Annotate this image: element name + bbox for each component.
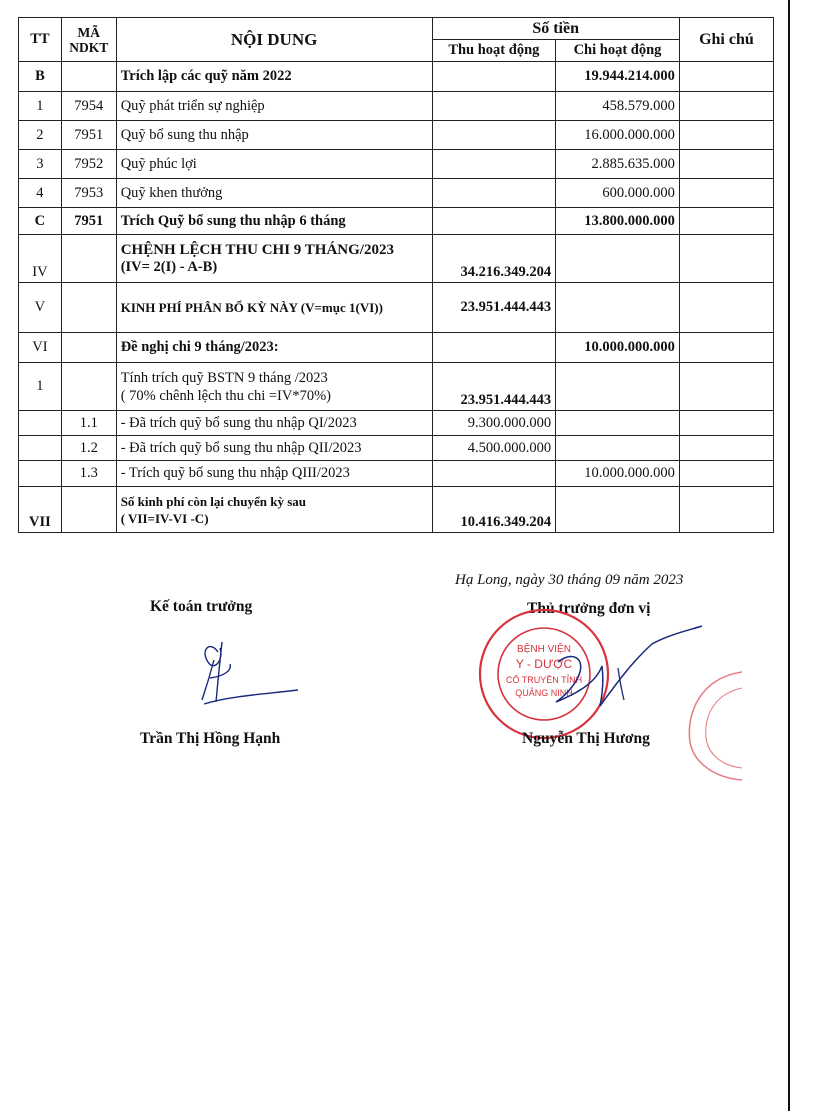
- table-row: [19, 363, 774, 411]
- row-tt: 3: [19, 150, 62, 179]
- row-tt: IV: [19, 235, 62, 283]
- row-income: [432, 208, 556, 235]
- row-code: 7954: [61, 92, 116, 121]
- row-content-line2: ( VII=IV-VI -C): [120, 510, 209, 526]
- row-note: [679, 92, 773, 121]
- row-note: [679, 283, 773, 333]
- row-tt: B: [19, 62, 62, 92]
- row-note: [679, 333, 773, 363]
- row-expense: 16.000.000.000: [556, 121, 680, 150]
- table-row: [19, 461, 774, 487]
- table-row: [19, 333, 774, 363]
- left-signature-mark: [180, 630, 300, 710]
- row-code: [61, 283, 116, 333]
- table-row: [19, 179, 774, 208]
- row-tt: C: [19, 208, 62, 235]
- table-row: [19, 411, 774, 436]
- row-code: 1.1: [61, 411, 116, 436]
- row-content: - Trích quỹ bổ sung thu nhập QIII/2023: [116, 461, 432, 487]
- row-code: 7952: [61, 150, 116, 179]
- row-content-line2: (IV= 2(I) - A-B): [120, 258, 218, 275]
- row-tt: [19, 461, 62, 487]
- row-expense: 2.885.635.000: [556, 150, 680, 179]
- right-signer-name: Nguyễn Thị Hương: [522, 730, 650, 747]
- row-content: [116, 363, 432, 411]
- row-income: [432, 333, 556, 363]
- row-code: [61, 363, 116, 411]
- row-expense: [556, 283, 680, 333]
- row-tt: VI: [19, 333, 62, 363]
- row-expense: [556, 235, 680, 283]
- row-note: [679, 436, 773, 461]
- row-income: [432, 150, 556, 179]
- row-code: 1.3: [61, 461, 116, 487]
- row-income: [432, 121, 556, 150]
- row-tt: 4: [19, 179, 62, 208]
- row-content: [116, 235, 432, 283]
- row-income: [432, 461, 556, 487]
- row-note: [679, 121, 773, 150]
- row-income: 23.951.444.443: [432, 283, 556, 333]
- row-tt: 2: [19, 121, 62, 150]
- row-expense: 458.579.000: [556, 92, 680, 121]
- row-tt: 1: [19, 363, 62, 411]
- row-content: KINH PHÍ PHÂN BỔ KỲ NÀY (V=mục 1(VI)): [116, 283, 432, 333]
- header-amount: Số tiền: [432, 18, 679, 40]
- right-signer-role: Thủ trưởng đơn vị: [527, 600, 651, 617]
- row-expense: [556, 436, 680, 461]
- row-code: 7951: [61, 121, 116, 150]
- row-income: 4.500.000.000: [432, 436, 556, 461]
- page-edge-line: [788, 0, 790, 1111]
- row-note: [679, 235, 773, 283]
- row-expense: 600.000.000: [556, 179, 680, 208]
- row-code: [61, 333, 116, 363]
- row-code: 1.2: [61, 436, 116, 461]
- header-tt: TT: [19, 18, 62, 62]
- row-note: [679, 179, 773, 208]
- row-note: [679, 487, 773, 533]
- row-code: 7951: [61, 208, 116, 235]
- header-code-line2: NDKT: [69, 39, 109, 55]
- row-tt: [19, 411, 62, 436]
- row-income: 23.951.444.443: [432, 363, 556, 411]
- table-row: [19, 208, 774, 235]
- row-content: Trích lập các quỹ năm 2022: [116, 62, 432, 92]
- header-code-line1: MÃ: [77, 24, 100, 40]
- seal-line4: QUẢNG NINH: [515, 688, 573, 698]
- row-tt: V: [19, 283, 62, 333]
- header-content: NỘI DUNG: [116, 18, 432, 62]
- row-expense: 10.000.000.000: [556, 333, 680, 363]
- partial-seal: [680, 664, 750, 784]
- row-income: 10.416.349.204: [432, 487, 556, 533]
- row-income: [432, 62, 556, 92]
- row-content-line1: Số kinh phí còn lại chuyển kỳ sau: [120, 493, 307, 509]
- row-content: Quỹ bổ sung thu nhập: [116, 121, 432, 150]
- table-row: [19, 436, 774, 461]
- table-row: [19, 92, 774, 121]
- row-content-line1: Tính trích quỹ BSTN 9 tháng /2023: [120, 369, 328, 386]
- row-content: Quỹ phát triển sự nghiệp: [116, 92, 432, 121]
- row-note: [679, 363, 773, 411]
- row-note: [679, 150, 773, 179]
- row-content: - Đã trích quỹ bổ sung thu nhập QI/2023: [116, 411, 432, 436]
- fund-report-table: [18, 17, 774, 533]
- header-expense: Chi hoạt động: [556, 40, 680, 62]
- table-row: [19, 62, 774, 92]
- row-code: [61, 62, 116, 92]
- row-content: Trích Quỹ bổ sung thu nhập 6 tháng: [116, 208, 432, 235]
- row-note: [679, 208, 773, 235]
- table-row: [19, 121, 774, 150]
- row-content-line2: ( 70% chênh lệch thu chi =IV*70%): [120, 387, 332, 404]
- row-income: [432, 92, 556, 121]
- row-tt: 1: [19, 92, 62, 121]
- row-expense: [556, 363, 680, 411]
- left-signer-role: Kế toán trưởng: [150, 598, 253, 615]
- table-row: [19, 235, 774, 283]
- row-content-line1: CHỆNH LỆCH THU CHI 9 THÁNG/2023: [120, 241, 394, 258]
- row-content: Quỹ khen thưởng: [116, 179, 432, 208]
- seal-line2: Y - DƯỢC: [515, 657, 573, 671]
- row-code: [61, 487, 116, 533]
- row-expense: [556, 487, 680, 533]
- row-note: [679, 62, 773, 92]
- row-expense: 10.000.000.000: [556, 461, 680, 487]
- row-tt: VII: [19, 487, 62, 533]
- table-row: [19, 150, 774, 179]
- header-code: [61, 18, 116, 62]
- row-income: 34.216.349.204: [432, 235, 556, 283]
- row-note: [679, 461, 773, 487]
- row-code: [61, 235, 116, 283]
- left-signer-name: Trần Thị Hồng Hạnh: [140, 730, 281, 747]
- row-tt: [19, 436, 62, 461]
- signature-date-line: Hạ Long, ngày 30 tháng 09 năm 2023: [455, 572, 684, 588]
- table-row: [19, 487, 774, 533]
- row-content: Đề nghị chi 9 tháng/2023:: [116, 333, 432, 363]
- row-expense: 19.944.214.000: [556, 62, 680, 92]
- row-code: 7953: [61, 179, 116, 208]
- seal-line1: BỆNH VIỆN: [517, 644, 571, 655]
- row-content: [116, 487, 432, 533]
- row-income: 9.300.000.000: [432, 411, 556, 436]
- row-content: - Đã trích quỹ bổ sung thu nhập QII/2023: [116, 436, 432, 461]
- header-income: Thu hoạt động: [432, 40, 556, 62]
- row-expense: [556, 411, 680, 436]
- row-income: [432, 179, 556, 208]
- table-row: [19, 283, 774, 333]
- row-content: Quỹ phúc lợi: [116, 150, 432, 179]
- header-note: Ghi chú: [679, 18, 773, 62]
- row-expense: 13.800.000.000: [556, 208, 680, 235]
- row-note: [679, 411, 773, 436]
- seal-line3: CỔ TRUYỀN TỈNH: [505, 675, 583, 685]
